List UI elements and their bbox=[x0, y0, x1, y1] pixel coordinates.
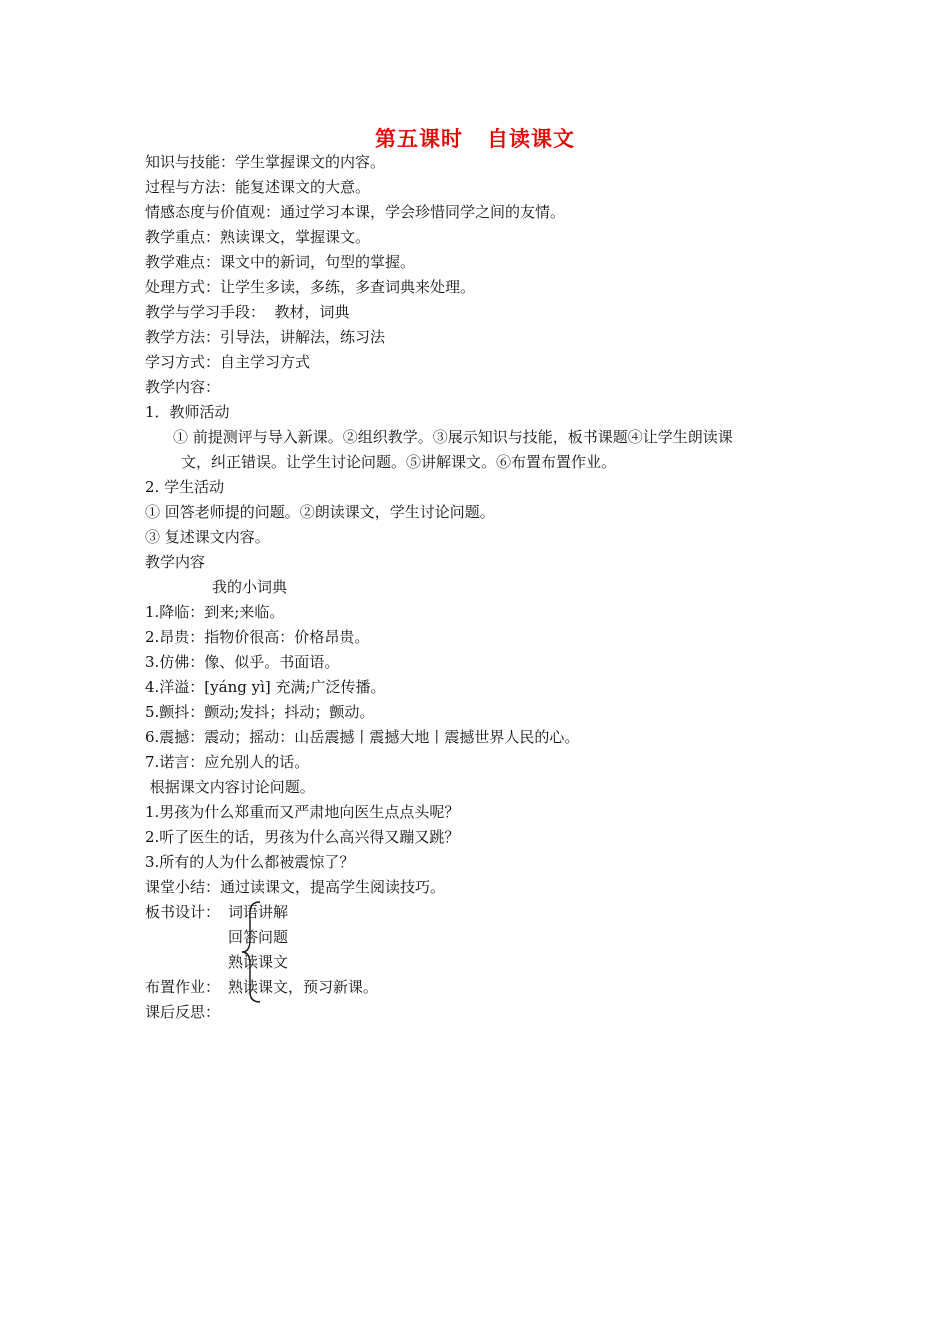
objective-line: 教学重点：熟读课文，掌握课文。 bbox=[145, 228, 371, 246]
objective-line: 教学难点：课文中的新词，句型的掌握。 bbox=[145, 253, 416, 271]
dictionary-item: 3.仿佛：像、似乎。书面语。 bbox=[145, 653, 340, 671]
objective-line: 知识与技能：学生掌握课文的内容。 bbox=[145, 153, 386, 171]
dictionary-item: 7.诺言：应允别人的话。 bbox=[145, 753, 310, 771]
teacher-activity-heading: 1．教师活动 bbox=[145, 403, 230, 421]
content-heading: 教学内容 bbox=[145, 553, 206, 571]
homework-text: 熟读课文，预习新课。 bbox=[228, 978, 379, 996]
board-item: 熟读课文 bbox=[228, 953, 289, 971]
teacher-activity-text: 文，纠正错误。让学生讨论问题。⑤讲解课文。⑥布置布置作业。 bbox=[181, 453, 617, 471]
dictionary-item: 2.昂贵：指物价很高：价格昂贵。 bbox=[145, 628, 370, 646]
discussion-question: 3.所有的人为什么都被震惊了？ bbox=[145, 853, 355, 871]
board-item: 词语讲解 bbox=[228, 903, 289, 921]
title-subject: 自读课文 bbox=[487, 127, 575, 151]
dictionary-item: 1.降临：到来;来临。 bbox=[145, 603, 285, 621]
dictionary-item: 5.颤抖：颤动;发抖；抖动；颤动。 bbox=[145, 703, 375, 721]
after-class-reflection: 课后反思： bbox=[145, 1003, 221, 1021]
board-item: 回答问题 bbox=[228, 928, 289, 946]
objective-line: 情感态度与价值观：通过学习本课，学会珍惜同学之间的友情。 bbox=[145, 203, 566, 221]
title-lesson: 第五课时 bbox=[375, 127, 463, 151]
discussion-question: 1.男孩为什么郑重而又严肃地向医生点点头呢？ bbox=[145, 803, 460, 821]
objective-line: 学习方式：自主学习方式 bbox=[145, 353, 311, 371]
discussion-heading: 根据课文内容讨论问题。 bbox=[145, 778, 315, 796]
student-activity-heading: 2. 学生活动 bbox=[145, 478, 225, 496]
dictionary-title: 我的小词典 bbox=[212, 578, 288, 596]
discussion-question: 2.听了医生的话，男孩为什么高兴得又蹦又跳？ bbox=[145, 828, 460, 846]
objective-line: 教学方法：引导法，讲解法，练习法 bbox=[145, 328, 386, 346]
objective-line: 教学内容： bbox=[145, 378, 221, 396]
dictionary-item: 6.震撼：震动；摇动：山岳震撼丨震撼大地丨震撼世界人民的心。 bbox=[145, 728, 580, 746]
objective-line: 过程与方法：能复述课文的大意。 bbox=[145, 178, 371, 196]
objective-line: 教学与学习手段： 教材，词典 bbox=[145, 303, 350, 321]
class-summary: 课堂小结：通过读课文，提高学生阅读技巧。 bbox=[145, 878, 446, 896]
dictionary-item: 4.洋溢：[yáng yì] 充满;广泛传播。 bbox=[145, 678, 386, 696]
board-design-label: 板书设计： bbox=[145, 903, 221, 921]
teacher-activity-text: ① 前提测评与导入新课。②组织教学。③展示知识与技能，板书课题④让学生朗读课 bbox=[173, 428, 733, 446]
homework-label: 布置作业： bbox=[145, 978, 221, 996]
curly-brace-icon bbox=[240, 900, 264, 1004]
student-activity-text: ① 回答老师提的问题。②朗读课文，学生讨论问题。 bbox=[145, 503, 495, 521]
student-activity-text: ③ 复述课文内容。 bbox=[145, 528, 270, 546]
page-title bbox=[0, 123, 950, 153]
objective-line: 处理方式：让学生多读，多练，多查词典来处理。 bbox=[145, 278, 476, 296]
